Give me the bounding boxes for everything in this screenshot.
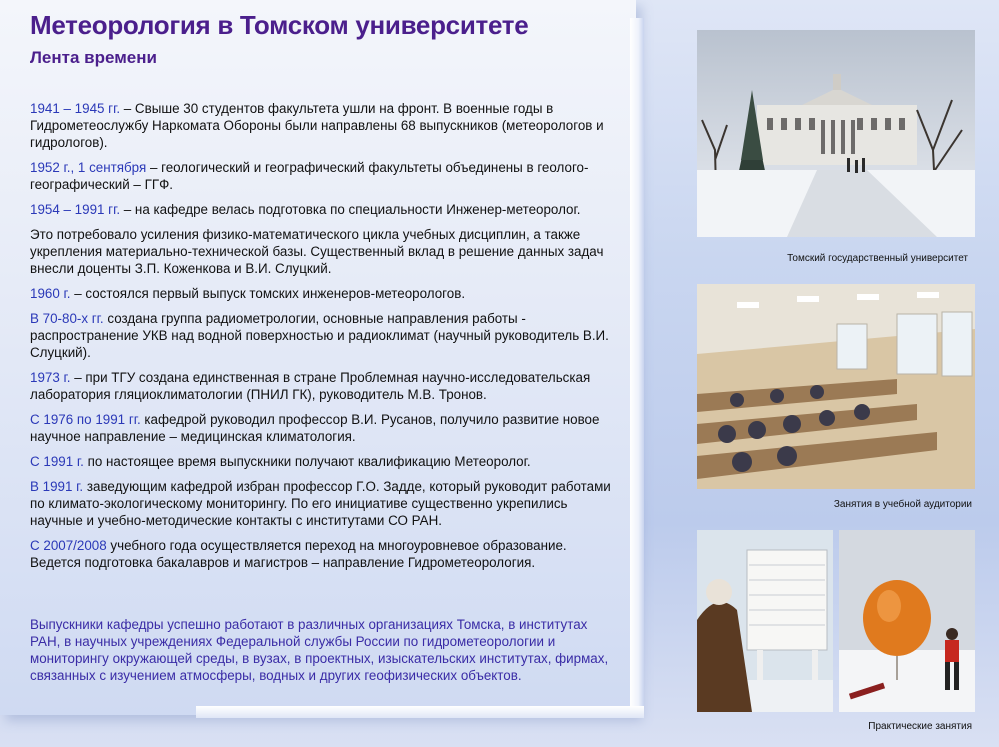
university-caption: Томский государственный университет — [787, 253, 968, 264]
timeline-date: 1952 г., 1 сентября — [30, 160, 147, 175]
page-title: Метеорология в Томском университете — [30, 10, 529, 40]
timeline-item — [30, 537, 620, 571]
timeline-text: заведующим кафедрой избран профессор Г.О. Задде, который руководит работами по климато-экологическому мониторингу. По его инициативе существенно укрепились научные и учебно-методические контакты с институтами СО РАН. — [30, 479, 611, 528]
page-subtitle: Лента времени — [30, 48, 157, 67]
timeline-item — [30, 310, 620, 361]
timeline-date: С 1976 по 1991 гг. — [30, 412, 141, 427]
panel-edge — [630, 18, 644, 715]
practice-caption: Практические занятия — [868, 721, 972, 732]
timeline-text: – Свыше 30 студентов факультета ушли на фронт. В военные годы в Гидрометеослужбу Наркомата Обороны были направлены 68 выпускников (метеорологов и гидрологов). — [30, 101, 604, 150]
closing-paragraph: Выпускники кафедры успешно работают в различных организациях Томска, в институтах РАН, в научных учреждениях Федеральной службы России по гидрометеорологии и мониторингу окружающей среды, в вузах, в проектных, изыскательских институтах, фирмах, связанных с изучением атмосферы, водных и других геофизических объектов. — [30, 617, 609, 683]
panel-bottom-edge — [196, 706, 644, 718]
timeline-item — [30, 411, 620, 445]
timeline-date: В 1991 г. — [30, 479, 84, 494]
timeline-text: – геологический и географический факультеты объединены в геолого-географический – ГГФ. — [30, 160, 589, 192]
timeline-item — [30, 100, 620, 151]
timeline-item — [30, 201, 620, 218]
weather-station-photo — [697, 530, 833, 712]
university-photo — [697, 30, 975, 237]
weather-balloon-illustration — [839, 530, 975, 712]
timeline-item — [30, 369, 620, 403]
timeline-item — [30, 285, 620, 302]
timeline-date: 1941 – 1945 гг. — [30, 101, 121, 116]
university-illustration — [697, 30, 975, 237]
weather-balloon-photo — [839, 530, 975, 712]
timeline-date: 1954 – 1991 гг. — [30, 202, 121, 217]
weather-station-illustration — [697, 530, 833, 712]
timeline-text: – на кафедре велась подготовка по специальности Инженер-метеоролог. — [120, 202, 581, 217]
timeline-item — [30, 478, 620, 529]
timeline-text: – состоялся первый выпуск томских инженеров-метеорологов. — [70, 286, 466, 301]
classroom-caption: Занятия в учебной аудитории — [833, 499, 972, 510]
timeline-item — [30, 453, 620, 470]
timeline-date: С 2007/2008 — [30, 538, 107, 553]
timeline-item — [30, 226, 620, 277]
classroom-photo — [697, 284, 975, 489]
timeline-text: создана группа радиометрологии, основные направления работы - распространение УКВ над водной поверхностью и радиоклимат (научный руководитель В.И. Слуцкий). — [30, 311, 609, 360]
timeline-text: кафедрой руководил профессор В.И. Русанов, получило развитие новое научное направление – медицинская климатология. — [30, 412, 600, 444]
timeline-text: по настоящее время выпускники получают квалификацию Метеоролог. — [83, 454, 531, 469]
timeline-date: 1960 г. — [30, 286, 71, 301]
timeline-text: Это потребовало усиления физико-математического цикла учебных дисциплин, а также укрепления материально-технической базы. Существенный вклад в решение данных задач внесли доценты З.П. Коженкова и В.И. Слуцкий. — [30, 227, 604, 276]
timeline-date: С 1991 г. — [30, 454, 84, 469]
timeline-text: – при ТГУ создана единственная в стране Проблемная научно-исследовательская лаборатория гляциоклиматологии (ПНИЛ ГК), руководитель М.В. Тронов. — [30, 370, 591, 402]
timeline-text: учебного года осуществляется переход на многоуровневое образование. Ведется подготовка бакалавров и магистров – направление Гидрометеорология. — [30, 538, 567, 570]
timeline-date: В 70-80-х гг. — [30, 311, 104, 326]
classroom-illustration — [697, 284, 975, 489]
timeline-date: 1973 г. — [30, 370, 71, 385]
timeline — [30, 100, 620, 579]
timeline-item — [30, 159, 620, 193]
